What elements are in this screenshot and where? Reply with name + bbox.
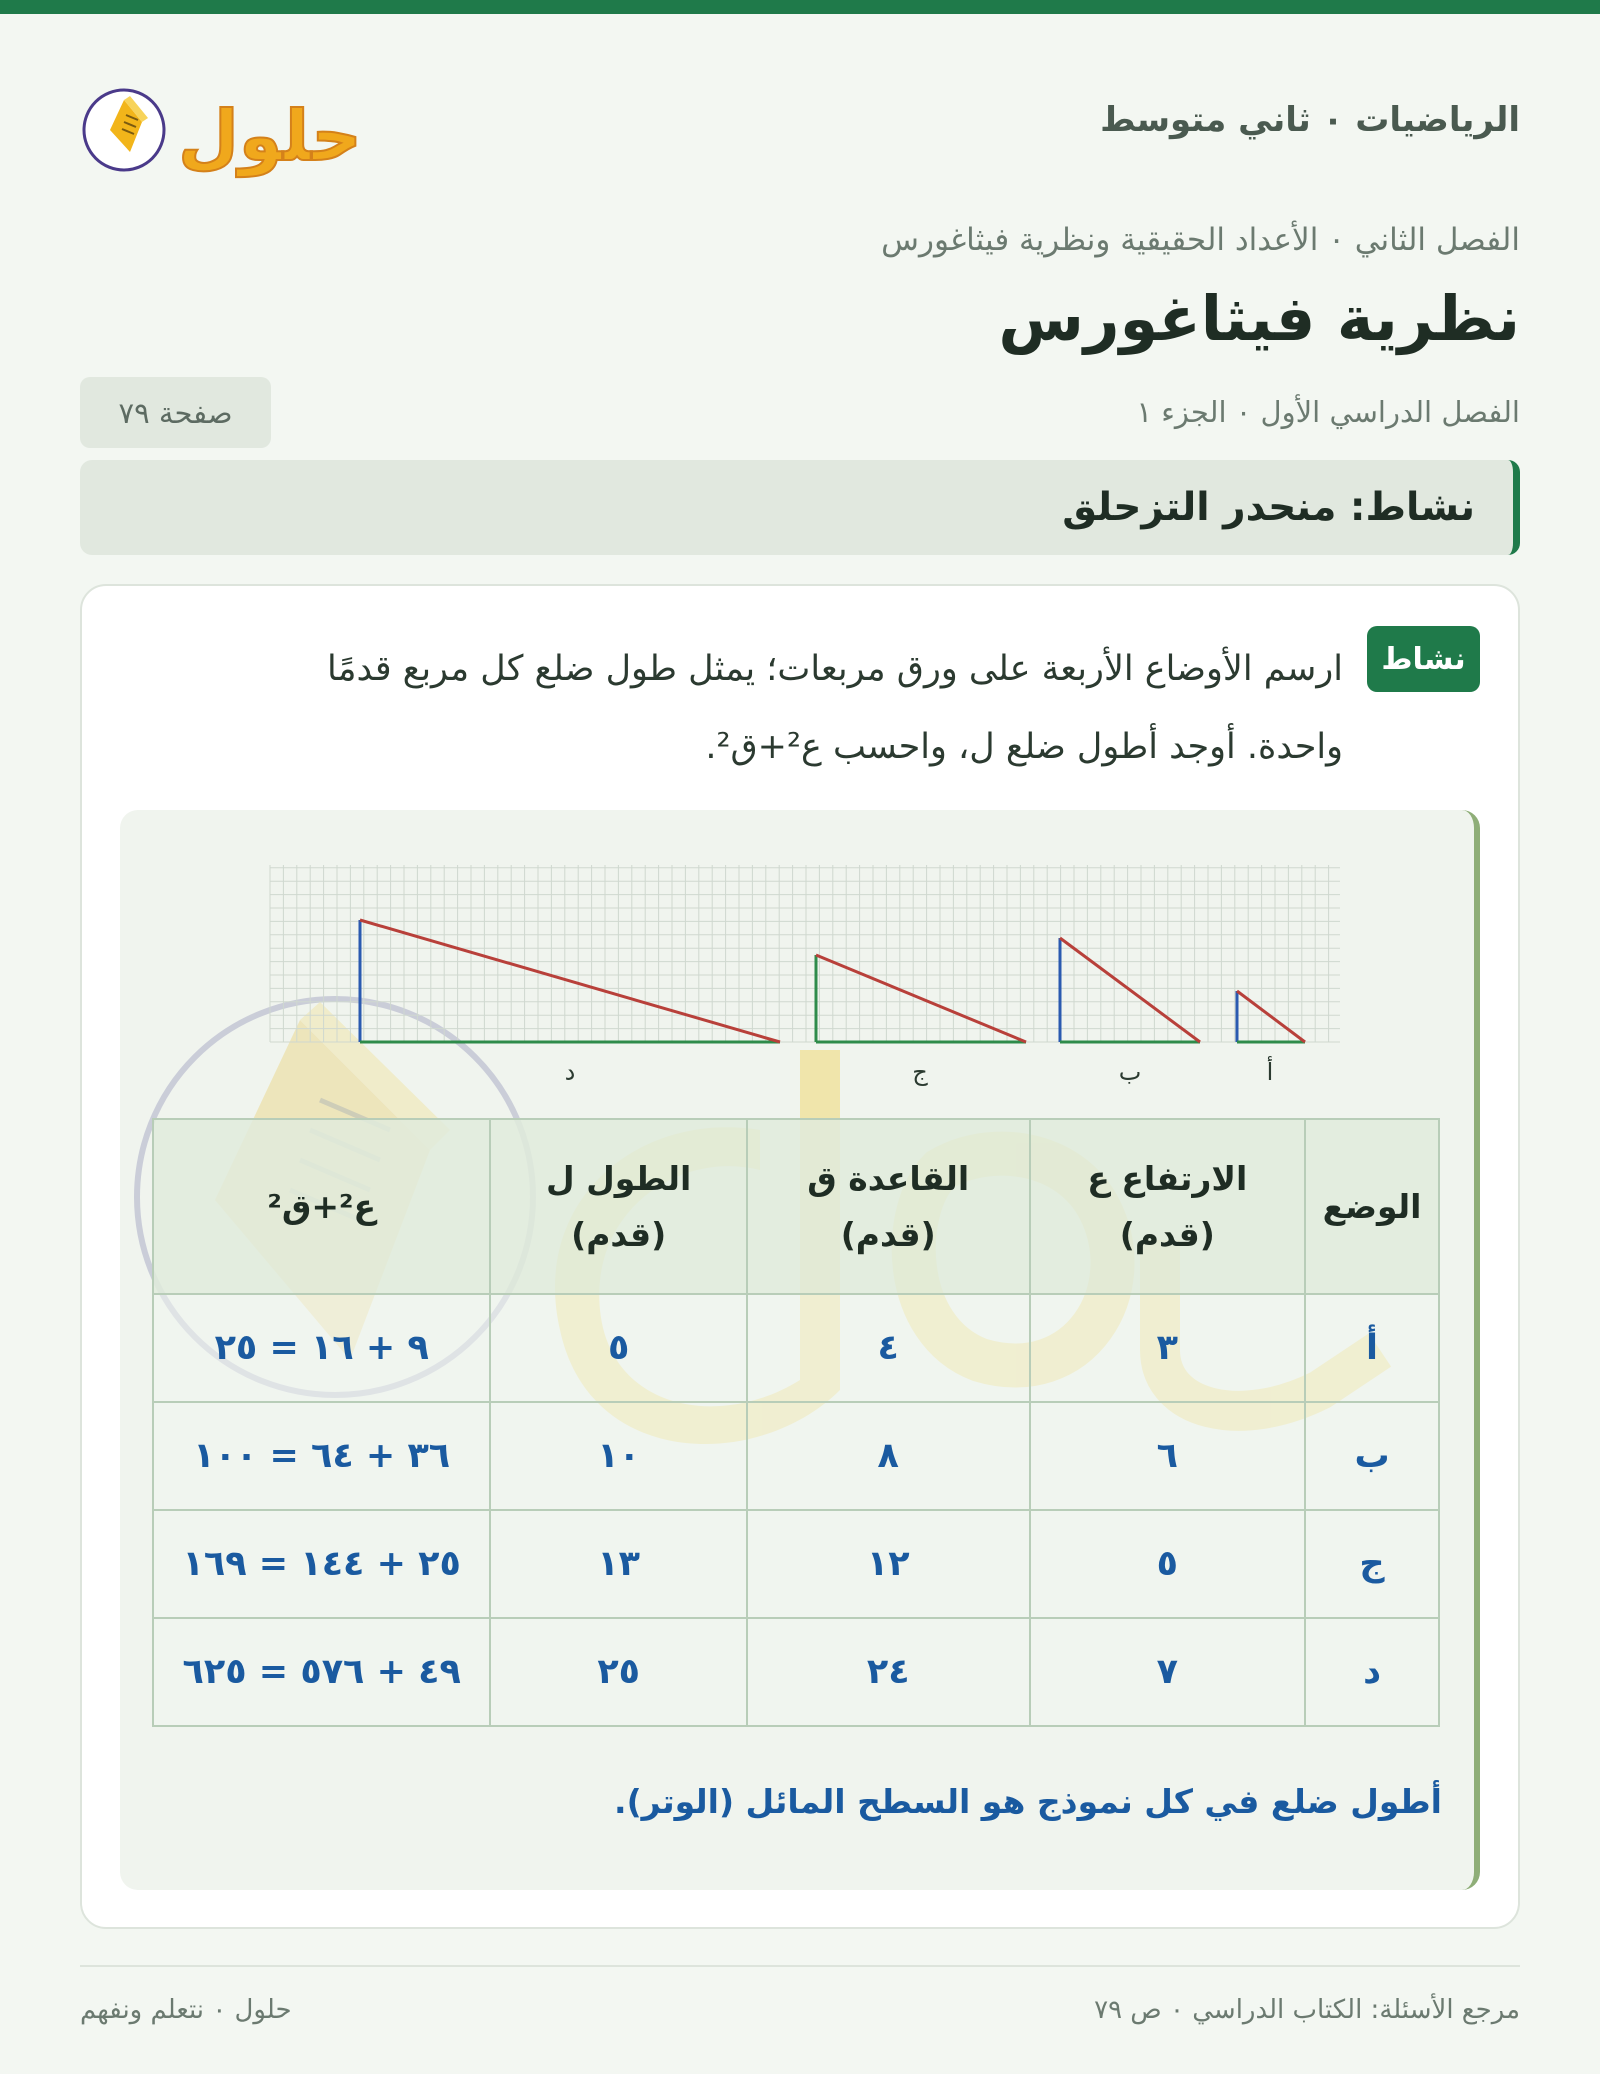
- triangle-d-label: د: [564, 1058, 576, 1086]
- grid-paper: [270, 865, 1340, 1042]
- chapter-breadcrumb: الفصل الثاني ٠ الأعداد الحقيقية ونظرية فيثاغورس: [881, 222, 1520, 258]
- cell-position: أ: [1305, 1294, 1439, 1402]
- header-sum-squares: ع²+ق²: [153, 1119, 490, 1294]
- footer-reference: مرجع الأسئلة: الكتاب الدراسي ٠ ص ٧٩: [1094, 1995, 1520, 2025]
- conclusion-text: أطول ضلع في كل نموذج هو السطح المائل (الوتر).: [614, 1782, 1442, 1821]
- triangle-a: [1237, 991, 1305, 1042]
- table-header-row: [153, 1119, 1439, 1294]
- table-row: [153, 1294, 1439, 1402]
- footer-divider: [80, 1965, 1520, 1967]
- activity-heading: [80, 460, 1520, 555]
- triangle-d: [360, 920, 780, 1042]
- term-label: الفصل الدراسي الأول ٠ الجزء ١: [1136, 395, 1520, 429]
- subject-label: الرياضيات ٠ ثاني متوسط: [1100, 100, 1520, 140]
- header-length: الطول ل (قدم): [490, 1119, 747, 1294]
- table-row: [153, 1510, 1439, 1618]
- cell-length: ١٣: [490, 1510, 747, 1618]
- activity-title: نشاط: منحدر التزحلق: [1062, 485, 1475, 530]
- logo-text: حلول: [178, 95, 362, 177]
- cell-position: د: [1305, 1618, 1439, 1726]
- activity-prompt: [218, 630, 1343, 786]
- cell-height: ٥: [1030, 1510, 1306, 1618]
- page-header: [80, 60, 1520, 190]
- activity-card: [80, 584, 1520, 1929]
- lesson-title: نظرية فيثاغورس: [998, 282, 1520, 355]
- cell-length: ٢٥: [490, 1618, 747, 1726]
- cell-sum: ٣٦ + ٦٤ = ١٠٠: [153, 1402, 490, 1510]
- triangle-b-label: ب: [1118, 1058, 1142, 1086]
- header-position: الوضع: [1305, 1119, 1439, 1294]
- triangle-c-label: ج: [912, 1058, 928, 1086]
- cell-sum: ٤٩ + ٥٧٦ = ٦٢٥: [153, 1618, 490, 1726]
- triangle-a-label: أ: [1266, 1058, 1274, 1086]
- cell-base: ٢٤: [747, 1618, 1030, 1726]
- triangle-b: [1060, 938, 1200, 1042]
- page-number-badge: صفحة ٧٩: [80, 377, 271, 448]
- cell-position: ب: [1305, 1402, 1439, 1510]
- cell-base: ١٢: [747, 1510, 1030, 1618]
- table-row: [153, 1618, 1439, 1726]
- cell-height: ٣: [1030, 1294, 1306, 1402]
- hulul-logo: [80, 60, 370, 190]
- cell-base: ٨: [747, 1402, 1030, 1510]
- prompt-line-2: واحدة. أوجد أطول ضلع ل، واحسب ع²+ق².: [705, 727, 1343, 767]
- activity-tag: نشاط: [1367, 626, 1480, 692]
- footer-brand: حلول ٠ نتعلم ونفهم: [80, 1995, 292, 2025]
- cell-length: ٥: [490, 1294, 747, 1402]
- header-base: القاعدة ق (قدم): [747, 1119, 1030, 1294]
- triangles-diagram: [120, 810, 1480, 1110]
- pythagoras-table: [152, 1118, 1440, 1727]
- cell-sum: ٩ + ١٦ = ٢٥: [153, 1294, 490, 1402]
- top-accent-bar: [0, 0, 1600, 14]
- solution-panel: [120, 810, 1480, 1890]
- table-row: [153, 1402, 1439, 1510]
- cell-base: ٤: [747, 1294, 1030, 1402]
- cell-height: ٦: [1030, 1402, 1306, 1510]
- prompt-line-1: ارسم الأوضاع الأربعة على ورق مربعات؛ يمثل طول ضلع كل مربع قدمًا: [327, 649, 1343, 689]
- header-height: الارتفاع ع (قدم): [1030, 1119, 1306, 1294]
- cell-sum: ٢٥ + ١٤٤ = ١٦٩: [153, 1510, 490, 1618]
- cell-position: ج: [1305, 1510, 1439, 1618]
- cell-length: ١٠: [490, 1402, 747, 1510]
- cell-height: ٧: [1030, 1618, 1306, 1726]
